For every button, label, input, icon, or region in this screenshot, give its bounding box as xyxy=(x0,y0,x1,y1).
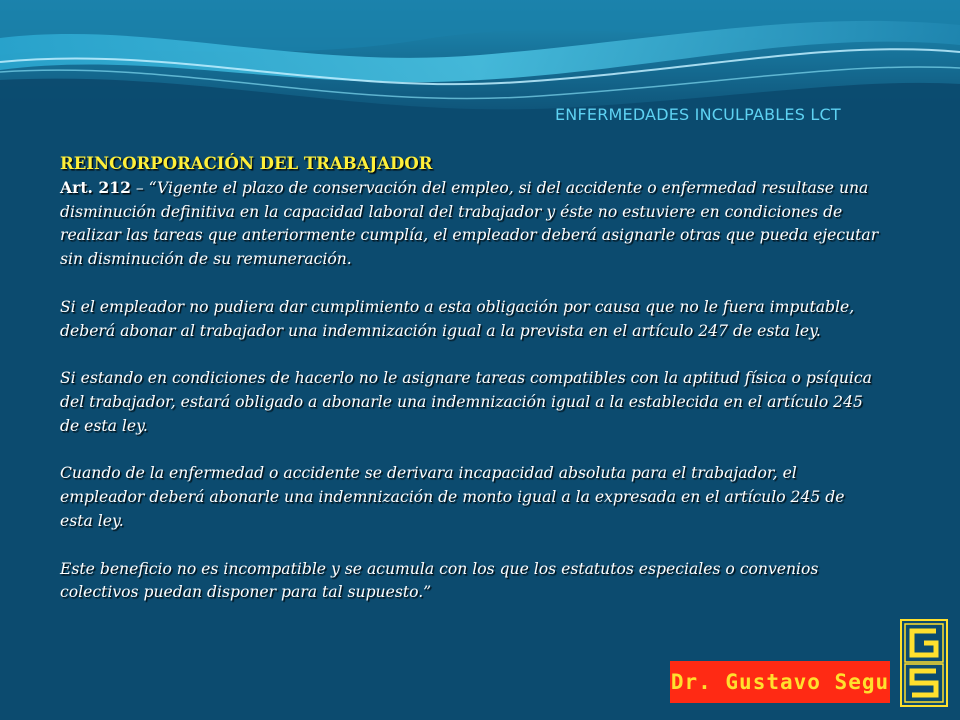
signature-text: Dr. Gustavo Segu xyxy=(670,670,890,694)
article-body xyxy=(60,152,880,629)
section-heading: REINCORPORACIÓN DEL TRABAJADOR xyxy=(60,154,433,173)
paragraph-3: Si estando en condiciones de hacerlo no le asignare tareas compatibles con la aptitud física o psíquica del trabajador, estará obligado a abonarle una indemnización igual a la establecida en el artículo 245 de esta ley. xyxy=(60,369,872,435)
paragraph-5: Este beneficio no es incompatible y se acumula con los que los estatutos especiales o convenios colectivos puedan disponer para tal supuesto.” xyxy=(60,559,819,602)
gs-logo xyxy=(900,619,948,707)
slide-title: ENFERMEDADES INCULPABLES LCT xyxy=(555,105,841,124)
article-reference: Art. 212 xyxy=(60,177,131,197)
author-signature xyxy=(670,661,890,703)
paragraph-1 xyxy=(60,176,880,272)
paragraph-1-text: – “Vigente el plazo de conservación del empleo, si del accidente o enfermedad resultase una disminución definitiva en la capacidad laboral del trabajador y éste no estuviere en condiciones de realizar las tareas que anteriormente cumplía, el empleador deberá asignarle otras que pueda ejecutar sin disminución de su remuneración. xyxy=(60,178,879,269)
paragraph-4: Cuando de la enfermedad o accidente se derivara incapacidad absoluta para el trabajador, el empleador deberá abonarle una indemnización de monto igual a la expresada en el artículo 245 de esta ley. xyxy=(60,464,845,530)
paragraph-2: Si el empleador no pudiera dar cumplimiento a esta obligación por causa que no le fuera imputable, deberá abonar al trabajador una indemnización igual a la prevista en el artículo 247 de esta ley. xyxy=(60,297,855,340)
